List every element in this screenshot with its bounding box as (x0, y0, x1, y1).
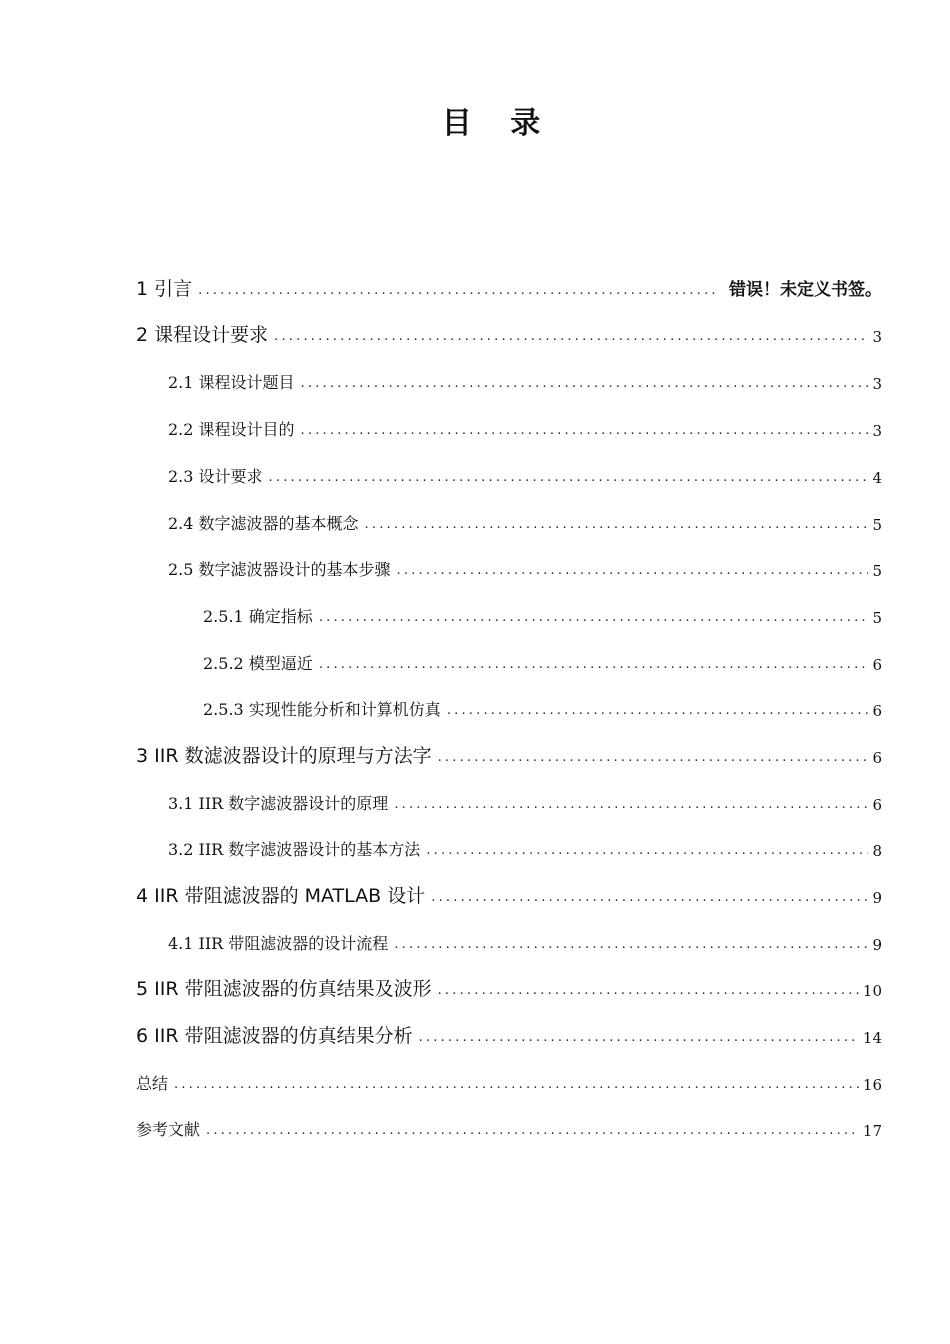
toc-entry-3[interactable] (136, 737, 882, 767)
toc-entry-page: 6 (872, 656, 882, 674)
toc-entry-page: 3 (872, 328, 882, 346)
toc-entry-page: 5 (872, 609, 882, 627)
toc-entry-label: 5 IIR 带阻滤波器的仿真结果及波形 (136, 978, 432, 1000)
toc-entry-summary[interactable] (136, 1064, 882, 1094)
toc-entry-page: 5 (872, 562, 882, 580)
dot-leader (438, 982, 859, 1000)
toc-entry-page: 6 (872, 749, 882, 767)
dot-leader (319, 609, 869, 627)
toc-entry-page: 6 (872, 796, 882, 814)
dot-leader (431, 889, 868, 907)
toc-entry-label: 2.5 数字滤波器设计的基本步骤 (168, 560, 391, 579)
dot-leader (438, 749, 869, 767)
toc-entry-page: 错误！未定义书签。 (729, 280, 882, 300)
toc-entry-2-2[interactable] (168, 410, 882, 440)
dot-leader (274, 328, 868, 346)
dot-leader (394, 796, 868, 814)
toc-entry-label: 2.1 课程设计题目 (168, 373, 295, 392)
dot-leader (269, 469, 869, 487)
toc-entry-label: 4.1 IIR 带阻滤波器的设计流程 (168, 934, 389, 953)
dot-leader (426, 842, 868, 860)
toc-entry-page: 10 (862, 982, 882, 1000)
toc-entry-2[interactable] (136, 316, 882, 346)
toc-entry-label: 4 IIR 带阻滤波器的 MATLAB 设计 (136, 885, 426, 907)
dot-leader (419, 1029, 859, 1047)
toc-entry-label: 2 课程设计要求 (136, 324, 269, 346)
toc-entry-page: 3 (872, 422, 882, 440)
toc-entry-label: 2.4 数字滤波器的基本概念 (168, 514, 359, 533)
toc-entry-label: 3.2 IIR 数字滤波器设计的基本方法 (168, 840, 421, 859)
toc-entry-intro[interactable] (136, 270, 882, 300)
toc-entry-label: 总结 (136, 1074, 169, 1093)
toc-entry-2-3[interactable] (168, 457, 882, 487)
dot-leader (301, 375, 869, 393)
toc-entry-page: 9 (872, 936, 882, 954)
dot-leader (447, 702, 869, 720)
toc-entry-page: 9 (872, 889, 882, 907)
dot-leader (301, 422, 869, 440)
toc-entry-2-5-2[interactable] (203, 644, 882, 674)
toc-entry-label: 2.5.3 实现性能分析和计算机仿真 (203, 700, 441, 719)
toc-entry-3-1[interactable] (168, 784, 882, 814)
dot-leader (198, 282, 715, 300)
toc-entry-6[interactable] (136, 1017, 882, 1047)
toc-entry-label: 2.5.1 确定指标 (203, 607, 313, 626)
toc-entry-label: 1 引言 (136, 278, 193, 300)
toc-entry-page: 8 (872, 842, 882, 860)
toc-entry-page: 6 (872, 702, 882, 720)
page-title: 目 录 (441, 106, 555, 141)
toc-entry-page: 3 (872, 375, 882, 393)
toc-entry-2-1[interactable] (168, 363, 882, 393)
toc-entry-label: 2.2 课程设计目的 (168, 420, 295, 439)
toc-entry-2-5-1[interactable] (203, 597, 882, 627)
toc-entry-page: 14 (862, 1029, 882, 1047)
dot-leader (319, 656, 869, 674)
toc-entry-label: 参考文献 (136, 1120, 201, 1139)
toc-entry-label: 3 IIR 数滤波器设计的原理与方法字 (136, 745, 432, 767)
toc-entry-5[interactable] (136, 970, 882, 1000)
toc-entry-page: 17 (862, 1122, 882, 1140)
toc-entry-2-5[interactable] (168, 550, 882, 580)
toc-entry-4-1[interactable] (168, 924, 882, 954)
dot-leader (397, 562, 869, 580)
dot-leader (206, 1122, 859, 1140)
toc-entry-label: 6 IIR 带阻滤波器的仿真结果分析 (136, 1025, 413, 1047)
dot-leader (174, 1076, 859, 1094)
toc-entry-page: 5 (872, 516, 882, 534)
toc-entry-label: 2.3 设计要求 (168, 467, 263, 486)
toc-entry-references[interactable] (136, 1110, 882, 1140)
toc-entry-label: 3.1 IIR 数字滤波器设计的原理 (168, 794, 389, 813)
toc-entry-2-5-3[interactable] (203, 690, 882, 720)
toc-entry-2-4[interactable] (168, 504, 882, 534)
dot-leader (365, 516, 869, 534)
toc-entry-4[interactable] (136, 877, 882, 907)
dot-leader (394, 936, 868, 954)
toc-entry-page: 4 (872, 469, 882, 487)
toc-entry-3-2[interactable] (168, 830, 882, 860)
toc-entry-label: 2.5.2 模型逼近 (203, 654, 313, 673)
toc-entry-page: 16 (862, 1076, 882, 1094)
